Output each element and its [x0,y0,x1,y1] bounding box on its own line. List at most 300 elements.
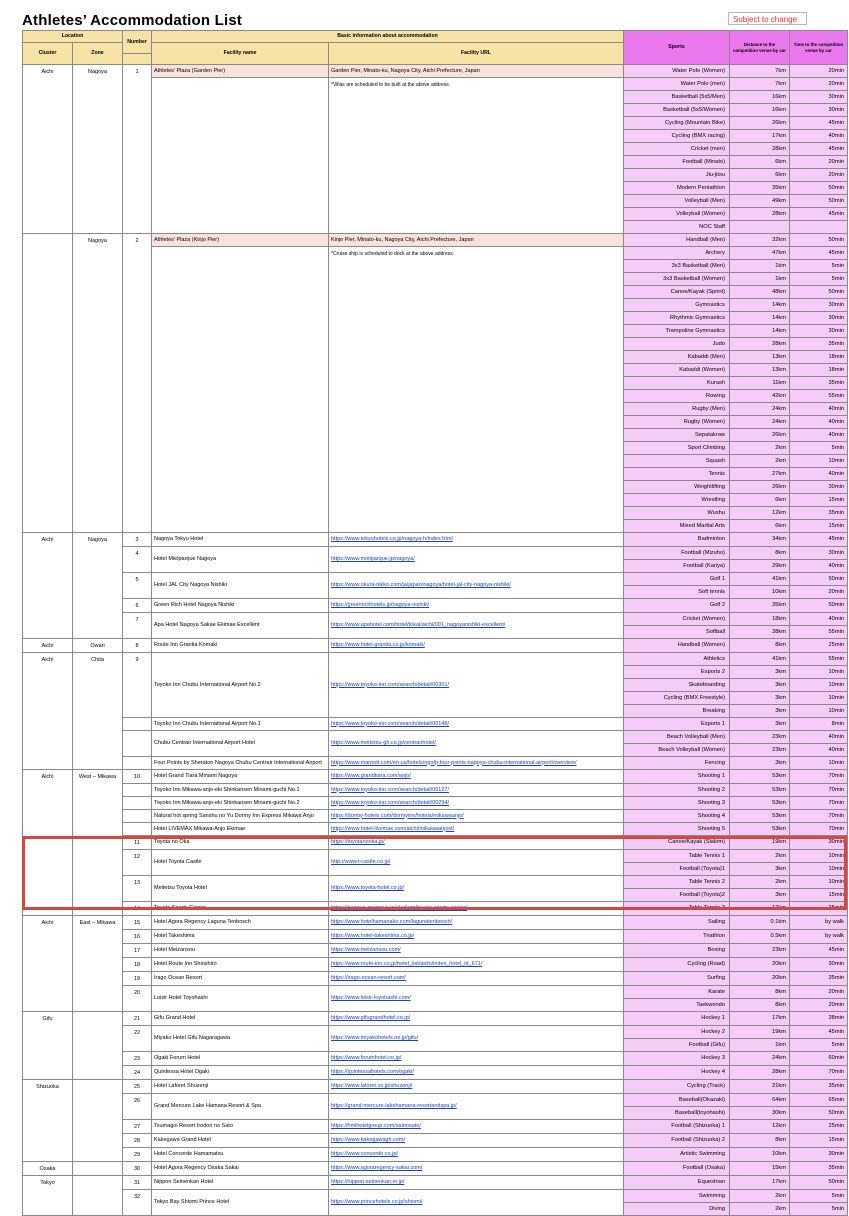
sport-name: Esports 2 [624,666,730,679]
sport-name: Sailing [624,916,730,930]
facility-number: 2 [123,234,152,533]
facility-name: Apa Hotel Nagoya Sakae Ekimae Excellent [152,613,329,639]
facility-url-cell [329,757,624,770]
cluster-cell: Osaka [23,1162,73,1176]
sport-name: Shooting 2 [624,784,730,797]
table-row [23,916,848,930]
sport-name: Baseball(Okazaki) [624,1094,730,1107]
sport-time: 50min [790,195,848,208]
facility-url-cell [329,784,624,797]
sport-time: 20min [790,156,848,169]
header-facility-url: Facility URL [329,43,624,65]
sport-name: Beach Volleyball (Women) [624,744,730,757]
sport-distance: 8km [730,639,790,653]
facility-number: 1 [123,65,152,234]
facility-url-link[interactable]: https://grand-mercure-lakehamana-resortandspa.jp/ [331,1103,457,1109]
sport-distance: 26km [730,481,790,494]
facility-number: 16 [123,930,152,944]
sport-name: Baseball(toyohashi) [624,1107,730,1120]
sport-distance: 53km [730,810,790,823]
facility-name: Quintessa Hotel Ogaki [152,1066,329,1080]
sport-name: Wushu [624,507,730,520]
sport-name: Hockey 1 [624,1012,730,1026]
table-row [23,547,848,560]
facility-url-link[interactable]: https://www.mielparque.jp/nagoya/ [331,556,415,562]
sport-distance: 3km [730,889,790,902]
sport-name: Hockey 4 [624,1066,730,1080]
facility-url-cell [329,653,624,718]
sport-distance: 41km [730,573,790,586]
sport-name: Cycling (Mountain Bike) [624,117,730,130]
sport-time: 10min [790,705,848,718]
table-row [23,930,848,944]
sport-distance: 3km [730,757,790,770]
sport-time: 15min [790,494,848,507]
sport-distance: 19km [730,1026,790,1039]
facility-number [123,797,152,810]
sport-name: Volleyball (Women) [624,208,730,221]
sport-name: Modern Pentathlon [624,182,730,195]
facility-number: 20 [123,986,152,1012]
sport-name: Football (Toyota)2 [624,889,730,902]
sport-distance: 41km [730,653,790,666]
facility-name: Route Inn Grantia Komaki [152,639,329,653]
facility-number [123,810,152,823]
sport-time: 50min [790,182,848,195]
facility-url-link[interactable]: https://www.concorde.co.jp/ [331,1151,398,1157]
sport-time: 15min [790,889,848,902]
sport-distance: 64km [730,1094,790,1107]
sport-time: 50min [790,1107,848,1120]
sport-distance: 3km [730,718,790,731]
facility-url-cell [329,1012,624,1026]
facility-url-link[interactable]: https://www.meitetsu-gh.co.jp/centrairhotel/ [331,740,436,746]
facility-number: 24 [123,1066,152,1080]
header-number: Number [123,31,152,54]
facility-number: 5 [123,573,152,599]
facility-url-cell [329,718,624,731]
sport-name: Weightlifting [624,481,730,494]
facility-url-link[interactable]: https://www.forumhotel.co.jp/ [331,1055,402,1061]
facility-name: Hotel Agora Regency Laguna Tenbosch [152,916,329,930]
sport-time: 35min [790,902,848,916]
header-basic-info: Basic information about accommodation [152,31,624,43]
sport-distance: 26km [730,429,790,442]
sport-name: Football (Gifu) [624,1039,730,1052]
sport-distance: 28km [730,1066,790,1080]
sport-distance: 6km [730,520,790,533]
table-row [23,718,848,731]
facility-url-link[interactable]: https://www.grandtiara.com/anjo/ [331,773,411,779]
sport-distance: 23km [730,731,790,744]
sport-name: Soft tennis [624,586,730,599]
facility-name: Hotel Grand Tiara Minami Nagoya [152,770,329,784]
sport-time: 45min [790,1026,848,1039]
facility-url-cell [329,876,624,902]
sport-name: Rhythmic Gymnastics [624,312,730,325]
sport-distance: 3km [730,679,790,692]
sport-name: Table Tennis 2 [624,876,730,889]
facility-url-link[interactable]: https://nagoya-grampus.jp/stadium/toyota-sports-center/ [331,905,468,911]
header-facility-name: Facility name [152,43,329,65]
facility-number: 27 [123,1120,152,1134]
sport-name: Swimming [624,1190,730,1203]
facility-name: Four Points by Sheraton Nagoya Chubu Centrair International Airport [152,757,329,770]
sport-name: Trampoline Gymnastics [624,325,730,338]
facility-url-cell [329,1080,624,1094]
facility-name: Toyoko Inn Mikawa-anjo-eki Shinkansen Minami-guchi No.1 [152,784,329,797]
sport-name: Mixed Martial Arts [624,520,730,533]
sport-name: Sepatakraw [624,429,730,442]
sport-time: 30min [790,836,848,850]
facility-name-spacer [152,247,329,533]
sport-name: Handball (Women) [624,639,730,653]
sport-time: 40min [790,468,848,481]
facility-url-link[interactable]: https://www.loisir-toyohashi.com/ [331,995,411,1001]
sport-distance: 1km [730,1039,790,1052]
zone-cell: Nagoya [73,234,123,533]
sport-name: Football (Shizuoka) 1 [624,1120,730,1134]
sport-distance: 2km [730,455,790,468]
facility-url-link[interactable]: https://hmihotelgroup.com/sainosato/ [331,1123,421,1129]
facility-url-link[interactable]: https://www.route-inn.co.jp/hotel_list/aichi/index_hotel_id_671/ [331,961,483,967]
sport-time: 5min [790,273,848,286]
facility-name: Miyako Hotel Gifu Nagaragawa [152,1026,329,1052]
sport-time: 38min [790,1012,848,1026]
facility-url-link[interactable]: https://www.marriott.com/en-us/hotels/ngofp-four-points-nagoya-chubu-international-airport/overview/ [331,759,577,766]
sport-distance: 6km [730,494,790,507]
sport-name: Football (Minato) [624,156,730,169]
facility-url-cell [329,770,624,784]
facility-url-cell [329,850,624,876]
sport-time: 35min [790,972,848,986]
sport-time: 5min [790,260,848,273]
facility-url-link[interactable]: https://www.hotelhamanako.com/lagunatenbosch/ [331,919,453,925]
header-sports: Sports [624,31,730,65]
sport-time: 5min [790,1203,848,1216]
sport-name: Canoe/Kayak (Sprint) [624,286,730,299]
sport-time: 40min [790,744,848,757]
facility-number [123,823,152,836]
sport-time: 20min [790,65,848,78]
facility-name: Toyoko Inn Chubu International Airport No.1 [152,718,329,731]
sport-time: 45min [790,247,848,260]
sport-name: Surfing [624,972,730,986]
facility-url-link[interactable]: https://www.toyoko-inn.com/search/detail/00301/ [331,681,450,688]
sport-time: 15min [790,520,848,533]
facility-number [123,731,152,757]
sport-distance: 16km [730,104,790,117]
facility-name: Athletes' Plaza (Kinjo Pier) [152,234,329,247]
facility-url-link[interactable]: https://www.hotel-grantia.co.jp/komaki/ [331,642,425,648]
table-row [23,65,848,78]
facility-number: 7 [123,613,152,639]
facility-url-link[interactable]: https://www.gifugrandhotel.co.jp/ [331,1015,411,1021]
sport-distance: 10km [730,586,790,599]
sport-distance: 24km [730,416,790,429]
table-body [23,65,848,1216]
sport-time: 5min [790,1190,848,1203]
facility-url-link[interactable]: https://www.toyoko-inn.com/search/detail/00148/ [331,720,450,727]
sport-name: 3x3 Basketball (Men) [624,260,730,273]
table-row [23,533,848,547]
sport-name: Football (Mizuho) [624,547,730,560]
sport-name: Kurash [624,377,730,390]
sport-distance: 23km [730,944,790,958]
table-row [23,234,848,247]
facility-name: Tsumagoi Resort Irodori no Sato [152,1120,329,1134]
sport-name: Boxing [624,944,730,958]
sport-name: Skateboarding [624,679,730,692]
sport-time: 40min [790,560,848,573]
sport-name: Taekwondo [624,999,730,1012]
sport-name: Sport Climbing [624,442,730,455]
facility-url-cell [329,1162,624,1176]
facility-name: Athletes' Plaza (Garden Pier) [152,65,329,78]
sport-name: Football (Toyota)1 [624,863,730,876]
sport-time: 35min [790,377,848,390]
facility-number: 11 [123,836,152,850]
facility-number: 22 [123,1026,152,1052]
facility-address: Kinjo Pier, Minato-ku, Nagoya City, Aichi Prefecture, Japan [329,234,624,247]
facility-number: 12 [123,850,152,876]
sport-distance: 19km [730,836,790,850]
sport-time: 55min [790,653,848,666]
facility-number: 10 [123,770,152,784]
facility-url-cell [329,823,624,836]
sport-name: Water Polo (Women) [624,65,730,78]
header-number-spacer [123,54,152,65]
sport-distance: 18km [730,613,790,626]
sport-time: 25min [790,639,848,653]
sport-name: Cricket (Women) [624,613,730,626]
sport-time: 40min [790,416,848,429]
header-time: Time to the competition venue by car [790,31,848,65]
sport-name: Shooting 1 [624,770,730,784]
sport-distance [730,221,790,234]
sport-distance: 0.1km [730,916,790,930]
sport-name: Tennis [624,468,730,481]
sport-distance: 2km [730,850,790,863]
sport-distance: 53km [730,784,790,797]
facility-url-link[interactable]: https://toyotanooka.jp/ [331,839,385,845]
sport-distance: 48km [730,286,790,299]
facility-name: Chubu Centrair International Airport Hotel [152,731,329,757]
facility-name-spacer [152,78,329,234]
sport-distance: 20km [730,972,790,986]
sport-name: Jiu-jitsu [624,169,730,182]
facility-url-link[interactable]: https://www.princehotels.co.jp/shiomi/ [331,1199,423,1205]
sport-time: 40min [790,130,848,143]
facility-name: Hotel Meizansou [152,944,329,958]
sport-distance: 35km [730,182,790,195]
sport-name: Diving [624,1203,730,1216]
sport-name: Karate [624,986,730,999]
cluster-cell: Shizuoka [23,1080,73,1162]
zone-cell [73,1012,123,1080]
facility-url-cell [329,533,624,547]
zone-cell [73,1080,123,1162]
facility-number: 9 [123,653,152,718]
facility-url-link[interactable]: https://nippon-seinenkan.or.jp/ [331,1179,405,1185]
facility-url-link[interactable]: https://www.toyota-hotel.co.jp/ [331,885,405,891]
sport-time: 10min [790,666,848,679]
sport-time: 18min [790,364,848,377]
sport-distance: 32km [730,234,790,247]
sport-distance: 42km [730,390,790,403]
sport-distance: 14km [730,299,790,312]
sport-distance: 2km [730,876,790,889]
facility-number: 3 [123,533,152,547]
sport-distance: 6km [730,169,790,182]
facility-url-cell [329,1120,624,1134]
table-row [23,1026,848,1039]
sport-time: 50min [790,599,848,613]
facility-name: Gifu Grand Hotel [152,1012,329,1026]
facility-number: 19 [123,972,152,986]
facility-number: 6 [123,599,152,613]
facility-url-cell [329,1066,624,1080]
table-row [23,1190,848,1203]
sport-name: Equestrian [624,1176,730,1190]
sport-name: Canoe/Kayak (Slalom) [624,836,730,850]
sport-name: Football (Kariya) [624,560,730,573]
facility-name: Toyoko Inn Mikawa-anjo-eki Shinkansen Minami-guchi No.2 [152,797,329,810]
facility-name: Irago Ocean Resort [152,972,329,986]
facility-url-cell [329,972,624,986]
sport-time: 30min [790,91,848,104]
sport-time: 20min [790,169,848,182]
header-zone: Zone [73,43,123,65]
sport-name: Softball [624,626,730,639]
sport-time: 50min [790,286,848,299]
facility-url-link[interactable]: https://www.tokyuhotels.co.jp/nagoya-h/index.html [331,536,453,542]
sport-distance: 27km [730,468,790,481]
facility-number [123,757,152,770]
facility-url-link[interactable]: https://www.meizansou.com/ [331,947,401,953]
table-row [23,573,848,586]
sport-distance: 17km [730,1012,790,1026]
facility-url-link[interactable]: https://www.laforet.co.jp/shuzenji/ [331,1083,413,1089]
facility-name: Hotel Agora Regency Osaka Sakai [152,1162,329,1176]
facility-url-link[interactable]: https://www.agoraregency-sakai.com/ [331,1165,423,1171]
sport-time: 40min [790,731,848,744]
facility-url-link[interactable]: https://www.apahotel.com/hotel/tokai/aichi/001_nagoyanishiki-excellent/ [331,622,506,628]
sport-name: Golf 2 [624,599,730,613]
sport-distance: 47km [730,247,790,260]
sport-name: Water Polo (men) [624,78,730,91]
sport-name: Cycling (BMX Freestyle) [624,692,730,705]
table-row [23,1080,848,1094]
sport-distance: 17km [730,1176,790,1190]
facility-url-link[interactable]: http://www.t-castle.co.jp/ [331,859,391,865]
facility-url-link[interactable]: https://www.hotel-takeshima.co.jp/ [331,933,415,939]
cluster-cell: Aichi [23,770,73,916]
sport-distance: 15km [730,1162,790,1176]
sport-distance: 8km [730,999,790,1012]
sport-time: 30min [790,481,848,494]
sport-name: Handball (Men) [624,234,730,247]
facility-url-link[interactable]: https://www.toyoko-inn.com/search/detail/00127/ [331,786,450,793]
zone-cell: Owari [73,639,123,653]
facility-number: 31 [123,1176,152,1190]
sport-name: Breaking [624,705,730,718]
table-row [23,1134,848,1148]
facility-url-link[interactable]: https://www.miyakohotels.ne.jp/gifu/ [331,1035,419,1041]
sport-distance: 38km [730,626,790,639]
facility-url-link[interactable]: https://www.toyoko-inn.com/search/detail/00294/ [331,799,450,806]
sport-distance: 28km [730,208,790,221]
sport-time: 45min [790,208,848,221]
sport-distance: 34km [730,533,790,547]
sport-time: 30min [790,325,848,338]
sport-distance: 23km [730,744,790,757]
zone-cell: Chita [73,653,123,770]
sport-time: 20min [790,586,848,599]
facility-name: Hotel Laforet Shuzenji [152,1080,329,1094]
sport-name: Cycling (Road) [624,958,730,972]
table-row [23,823,848,836]
table-row [23,1012,848,1026]
sport-name: Football (Osaka) [624,1162,730,1176]
sport-distance: 7km [730,65,790,78]
facility-number [123,718,152,731]
facility-name: Green Rich Hotel Nagoya Nishiki [152,599,329,613]
sport-time: 20min [790,986,848,999]
accommodation-table [22,30,848,1216]
sport-name: Wrestling [624,494,730,507]
facility-url-link[interactable]: https://irago-ocean-resort.com/ [331,975,406,981]
table-row [23,836,848,850]
sport-time: 20min [790,78,848,91]
table-row [23,1120,848,1134]
facility-url-link[interactable]: https://dormy-hotels.com/dormyinn/hotels/mikawaanjo/ [331,812,464,819]
cluster-cell: Aichi [23,916,73,1012]
zone-cell: Nagoya [73,65,123,234]
facility-number [123,784,152,797]
facility-name: Toyota Sports Center [152,902,329,916]
table-row [23,850,848,863]
sport-distance: 24km [730,403,790,416]
sport-name: Esports 1 [624,718,730,731]
sport-distance: 20km [730,958,790,972]
facility-url-link[interactable]: https://quintessahotels.com/ogaki/ [331,1069,414,1075]
sport-time: 10min [790,679,848,692]
table-row [23,784,848,797]
facility-url-link[interactable]: https://www.hotel-livemax.com/aichi/mikawaanjost/ [331,825,455,832]
facility-name: Grand Mercure Lake Hamana Resort & Spa [152,1094,329,1120]
facility-url-cell [329,916,624,930]
sport-distance: 12km [730,1120,790,1134]
sport-time: 70min [790,810,848,823]
facility-name: Hotel Mielparque Nagoya [152,547,329,573]
facility-url-cell [329,1052,624,1066]
sport-name: Fencing [624,757,730,770]
table-row [23,1066,848,1080]
zone-cell [73,1162,123,1176]
sport-distance: 53km [730,823,790,836]
sport-time: 20min [790,999,848,1012]
facility-number: 15 [123,916,152,930]
sport-distance: 53km [730,770,790,784]
facility-url-link[interactable]: https://www.kakegawagh.com/ [331,1137,405,1143]
facility-url-link[interactable]: https://greenrichhotels.jp/nagoya-nishiki/ [331,602,430,608]
facility-number: 17 [123,944,152,958]
facility-url-link[interactable]: https://www.okura-nikko.com/ja/japan/nagoya/hotel-jal-city-nagoya-nishiki/ [331,582,511,588]
facility-note: *Cruise ship is scheduled to dock at the above address. [329,247,624,533]
sport-name: Kabaddi (Men) [624,351,730,364]
table-row [23,639,848,653]
